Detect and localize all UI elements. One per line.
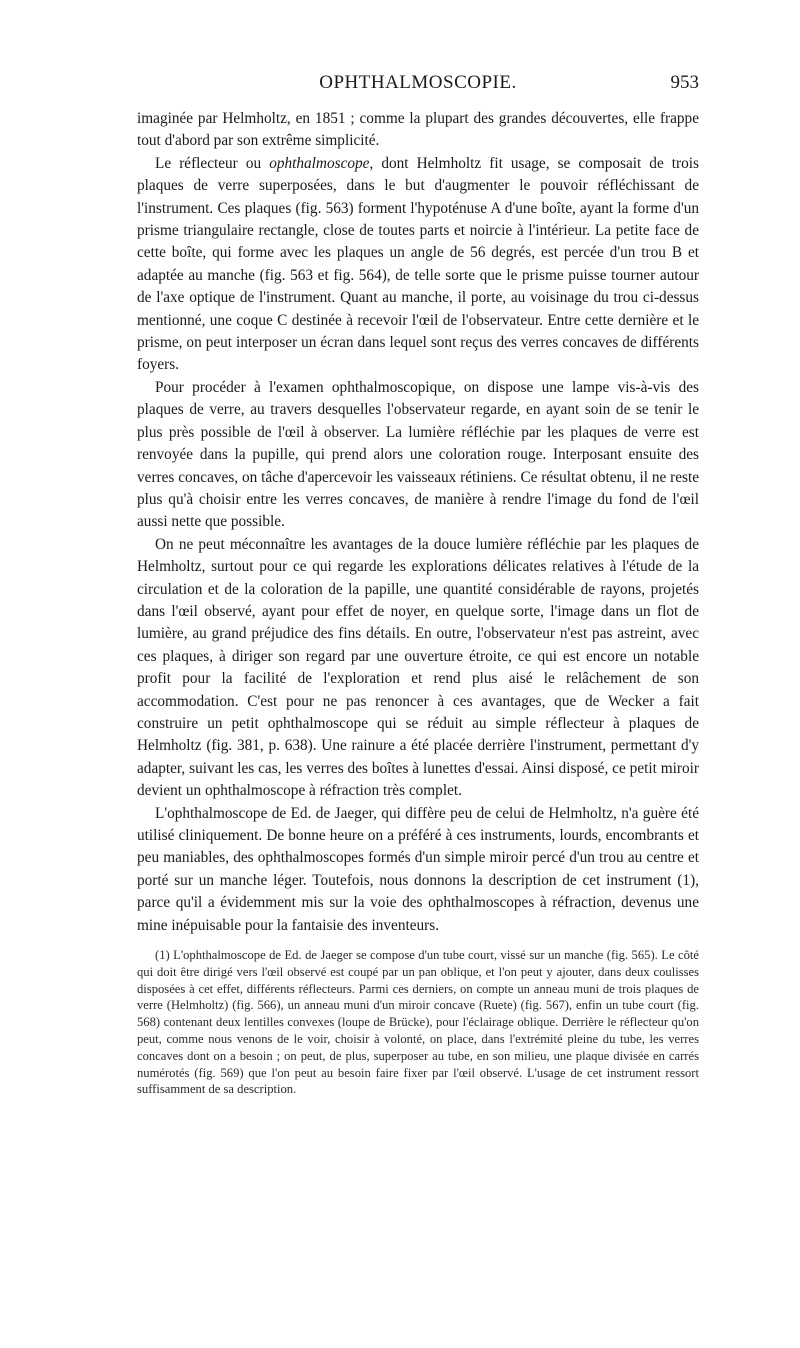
paragraph-text: L'ophthalmoscope de Ed. de Jaeger, qui diffère peu de celui de Helmholtz, n'a guère été utilisé cliniquement. De bonne heure on a préféré à ces instruments, lourds, encombrants et peu maniables, des ophthalmoscopes formés d'un simple miroir percé d'un trou au centre et porté sur un manche léger. Toutefois, nous donnons la description de cet instrument (1), parce qu'il a évidemment mis sur la voie des ophthalmoscopes à réfraction, devenus une mine inépuisable pour la fantaisie des inventeurs. — [137, 804, 699, 934]
paragraph-text: Pour procéder à l'examen ophthalmoscopique, on dispose une lampe vis-à-vis des plaques de verre, au travers desquelles l'observateur regarde, en ayant soin de se tenir le plus près possible de l'œil à observer. La lumière réfléchie par les plaques de verre est renvoyée dans la pupille, qui prend alors une coloration rouge. Interposant ensuite des verres concaves, on tâche d'apercevoir les vaisseaux rétiniens. Ce résultat obtenu, il ne reste plus qu'à choisir entre les verres concaves, de manière à rendre l'image du fond de l'œil aussi nette que possible. — [137, 378, 699, 531]
page-number: 953 — [670, 72, 699, 93]
paragraph-jaeger — [137, 803, 699, 937]
paragraph-text: On ne peut méconnaître les avantages de la douce lumière réfléchie par les plaques de Helmholtz, surtout pour ce qui regarde les explorations délicates relatives à l'étude de la circulation et de la coloration de la papille, une quantité considérable de rayons, projetés dans l'œil observé, ayant pour effet de noyer, en quelque sorte, l'image dans un flot de lumière, au grand préjudice des fins détails. En outre, l'observateur n'est pas astreint, avec ces plaques, à diriger son regard par une ouverture étroite, ce qui est encore un notable profit pour la facilité de l'exploration et rend plus aisé le relâchement de son accommodation. C'est pour ne pas renoncer à ces avantages, que de Wecker a fait construire un petit ophthalmoscope qui se réduit au simple réflecteur à plaques de Helmholtz (fig. 381, p. 638). Une rainure a été placée derrière l'instrument, permettant d'y adapter, suivant les cas, les verres des boîtes à lunettes d'essai. Ainsi disposé, ce petit miroir devient un ophthalmoscope à réfraction très complet. — [137, 535, 699, 800]
paragraph-text: Le réflecteur ou — [155, 154, 270, 172]
paragraph-examination — [137, 377, 699, 534]
paragraph-continuation — [137, 108, 699, 153]
footnote: (1) L'ophthalmoscope de Ed. de Jaeger se compose d'un tube court, vissé sur un manche (fig. 565). Le côté qui doit être dirigé vers l'œil observé est coupé par un pan oblique, et l'on peut y ajouter, dans deux coulisses disposées à cet effet, différents réflecteurs. Parmi ces derniers, on compte un anneau muni de trois plaques de verre (Helmholtz) (fig. 566), un anneau muni d'un miroir concave (Ruete) (fig. 567), enfin un tube court (fig. 568) contenant deux lentilles convexes (loupe de Brücke), pour l'éclairage oblique. Derrière le réflecteur qu'on peut, comme nous venons de le voir, choisir à volonté, on place, dans l'extrémité pleine du tube, les verres concaves dont on a besoin ; on peut, de plus, superposer au tube, en son milieu, une plaque divisée en carrés numérotés (fig. 569) que l'on peut au besoin faire fixer par l'œil observé. L'usage de cet instrument ressort suffisamment de sa description. — [137, 948, 699, 1097]
paragraph-reflector — [137, 153, 699, 377]
paragraph-text: imaginée par Helmholtz, en 1851 ; comme la plupart des grandes découvertes, elle frappe tout d'abord par son extrême simplicité. — [137, 110, 699, 150]
running-title: OPHTHALMOSCOPIE. — [319, 72, 517, 93]
paragraph-advantages — [137, 534, 699, 803]
body-text — [137, 108, 699, 1098]
book-page — [137, 0, 699, 1098]
term-ophthalmoscope: ophthalmoscope — [269, 154, 370, 172]
paragraph-text: , dont Helmholtz fit usage, se composait de trois plaques de verre superposées, dans le but d'augmenter le pouvoir réfléchissant de l'instrument. Ces plaques (fig. 563) forment l'hypoténuse A d'une boîte, ayant la forme d'un prisme triangulaire rectangle, close de toutes parts et noircie à l'intérieur. La petite face de cette boîte, qui forme avec les plaques un angle de 56 degrés, est percée d'un trou B et adaptée au manche (fig. 563 et fig. 564), de telle sorte que le prisme puisse tourner autour de l'axe optique de l'instrument. Quant au manche, il porte, au voisinage du trou ci-dessus mentionné, une coque C destinée à recevoir l'œil de l'observateur. Entre cette dernière et le prisme, on peut interposer un écran dans lequel sont reçus des verres concaves de différents foyers. — [137, 154, 699, 374]
running-head — [137, 72, 699, 110]
